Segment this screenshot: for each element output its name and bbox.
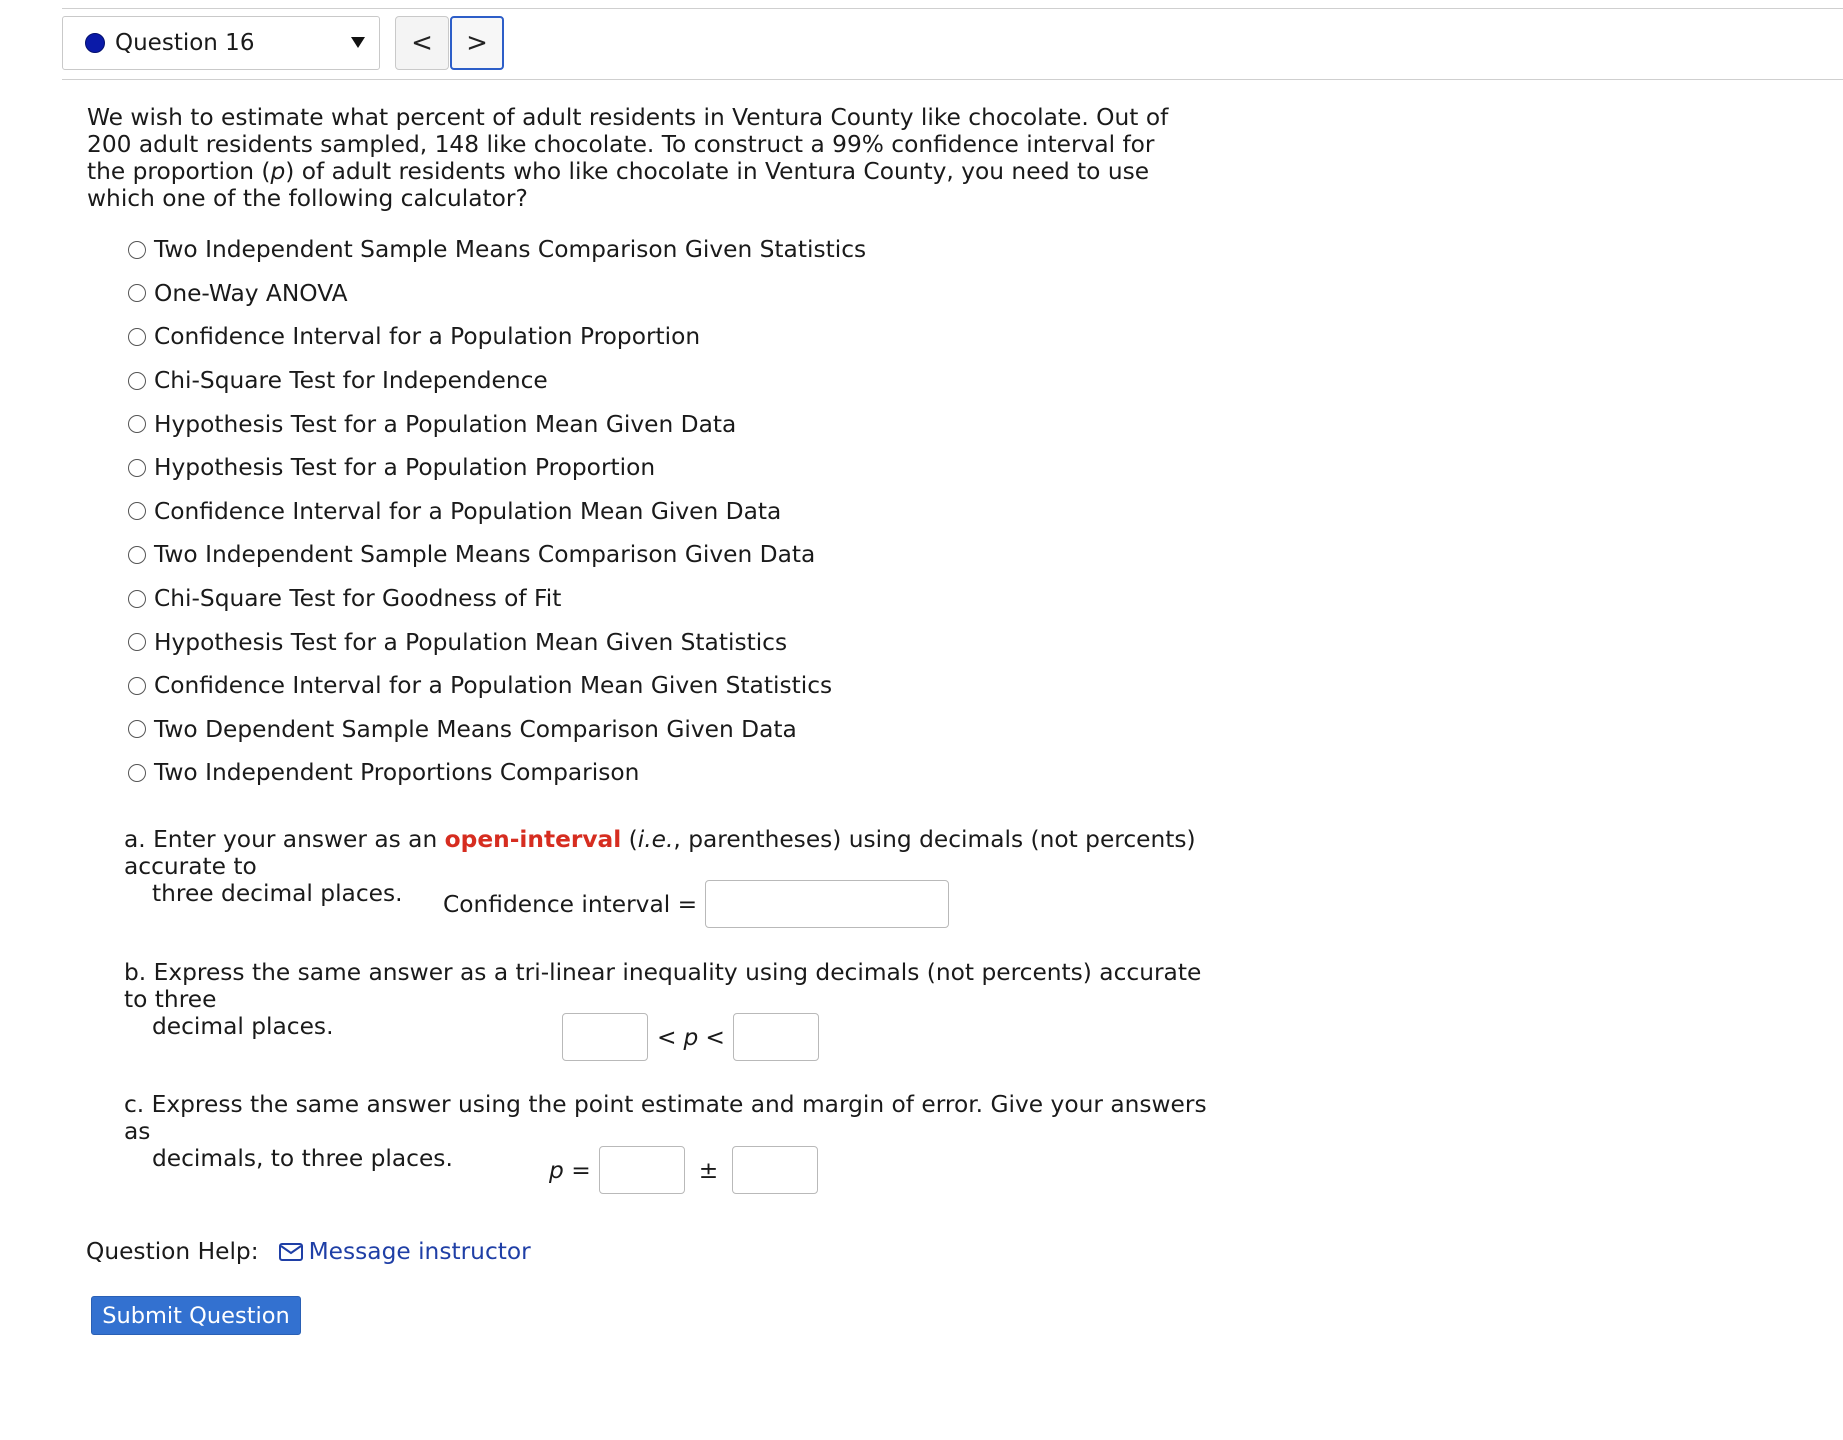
question-text bbox=[87, 104, 1187, 212]
caret-down-icon bbox=[351, 37, 365, 48]
top-divider bbox=[62, 8, 1843, 9]
point-estimate-label: p = bbox=[549, 1156, 591, 1184]
radio-button[interactable] bbox=[128, 459, 146, 477]
radio-button[interactable] bbox=[128, 633, 146, 651]
option-label: Confidence Interval for a Population Proportion bbox=[154, 323, 701, 351]
option-item[interactable] bbox=[128, 533, 1028, 577]
status-dot-icon bbox=[85, 33, 105, 53]
submit-question-button[interactable]: Submit Question bbox=[91, 1296, 301, 1335]
question-text-part-2: ) of adult residents who like chocolate in Ventura County, you need to use which one of the following calculator? bbox=[87, 158, 1150, 212]
radio-button[interactable] bbox=[128, 241, 146, 259]
option-label: Confidence Interval for a Population Mean Given Data bbox=[154, 497, 782, 525]
confidence-interval-label: Confidence interval = bbox=[443, 890, 698, 918]
radio-button[interactable] bbox=[128, 328, 146, 346]
ie-abbreviation: i.e. bbox=[637, 826, 674, 853]
part-c-line-1: c. Express the same answer using the point estimate and margin of error. Give your answers as bbox=[124, 1091, 1207, 1145]
radio-button[interactable] bbox=[128, 677, 146, 695]
radio-button[interactable] bbox=[128, 546, 146, 564]
option-item[interactable] bbox=[128, 620, 1028, 664]
option-label: Hypothesis Test for a Population Mean Given Statistics bbox=[154, 628, 788, 656]
option-label: Two Independent Sample Means Comparison Given Data bbox=[154, 541, 816, 569]
margin-of-error-input[interactable] bbox=[732, 1146, 818, 1194]
option-item[interactable] bbox=[128, 577, 1028, 621]
option-item[interactable] bbox=[128, 490, 1028, 534]
lower-bound-input[interactable] bbox=[562, 1013, 648, 1061]
radio-button[interactable] bbox=[128, 372, 146, 390]
option-item[interactable] bbox=[128, 664, 1028, 708]
chevron-left-icon: < bbox=[411, 28, 433, 58]
option-label: Hypothesis Test for a Population Mean Given Data bbox=[154, 410, 737, 438]
option-item[interactable] bbox=[128, 315, 1028, 359]
part-c-line-2: decimals, to three places. bbox=[152, 1145, 453, 1172]
option-label: Hypothesis Test for a Population Proportion bbox=[154, 454, 656, 482]
part-a-prefix: a. Enter your answer as an bbox=[124, 826, 445, 853]
calculator-options bbox=[128, 228, 1028, 795]
option-item[interactable] bbox=[128, 359, 1028, 403]
inequality-row bbox=[562, 1013, 819, 1061]
radio-button[interactable] bbox=[128, 590, 146, 608]
nav-divider bbox=[62, 79, 1843, 80]
option-item[interactable] bbox=[128, 446, 1028, 490]
part-a-line-1 bbox=[124, 826, 1224, 880]
previous-question-button[interactable] bbox=[395, 16, 449, 70]
option-item[interactable] bbox=[128, 402, 1028, 446]
radio-button[interactable] bbox=[128, 720, 146, 738]
option-label: Two Independent Proportions Comparison bbox=[154, 759, 640, 787]
plus-minus-symbol: ± bbox=[698, 1156, 719, 1184]
p-variable: p bbox=[683, 1023, 699, 1051]
option-label: One-Way ANOVA bbox=[154, 279, 348, 307]
option-label: Chi-Square Test for Goodness of Fit bbox=[154, 585, 562, 613]
point-estimate-input[interactable] bbox=[599, 1146, 685, 1194]
less-than-symbol: < bbox=[705, 1023, 725, 1051]
radio-button[interactable] bbox=[128, 284, 146, 302]
p-symbol: p bbox=[270, 158, 286, 185]
question-selector-label: Question 16 bbox=[115, 30, 255, 56]
part-a-middle-1: ( bbox=[621, 826, 638, 853]
next-question-button[interactable] bbox=[450, 16, 504, 70]
question-help-label: Question Help: bbox=[86, 1238, 259, 1265]
option-item[interactable] bbox=[128, 751, 1028, 795]
question-text-part-1: We wish to estimate what percent of adult residents in Ventura County like chocolate. Out of 200 adult residents sampled, 148 like chocolate. To construct a 99% confidence interval for the proportion ( bbox=[87, 104, 1169, 185]
part-a-line-2: three decimal places. bbox=[152, 880, 403, 907]
option-item[interactable] bbox=[128, 708, 1028, 752]
option-label: Two Independent Sample Means Comparison Given Statistics bbox=[154, 236, 867, 264]
option-label: Two Dependent Sample Means Comparison Given Data bbox=[154, 715, 797, 743]
option-label: Chi-Square Test for Independence bbox=[154, 367, 548, 395]
radio-button[interactable] bbox=[128, 415, 146, 433]
question-help bbox=[86, 1238, 531, 1265]
option-item[interactable] bbox=[128, 272, 1028, 316]
chevron-right-icon: > bbox=[466, 28, 488, 58]
upper-bound-input[interactable] bbox=[733, 1013, 819, 1061]
open-interval-highlight: open-interval bbox=[444, 826, 622, 853]
question-selector[interactable] bbox=[62, 16, 380, 70]
confidence-interval-input[interactable] bbox=[705, 880, 949, 928]
part-b-line-1: b. Express the same answer as a tri-linear inequality using decimals (not percents) accurate to three bbox=[124, 959, 1202, 1013]
radio-button[interactable] bbox=[128, 764, 146, 782]
point-estimate-row bbox=[549, 1146, 818, 1194]
radio-button[interactable] bbox=[128, 502, 146, 520]
part-a-middle-2: , parentheses) using decimals (not percents) accurate to bbox=[124, 826, 1196, 880]
option-label: Confidence Interval for a Population Mean Given Statistics bbox=[154, 672, 833, 700]
envelope-icon[interactable] bbox=[279, 1243, 303, 1261]
less-than-symbol: < bbox=[657, 1023, 677, 1051]
part-b-line-2: decimal places. bbox=[152, 1013, 334, 1040]
message-instructor-link[interactable]: Message instructor bbox=[308, 1238, 531, 1265]
option-item[interactable] bbox=[128, 228, 1028, 272]
confidence-interval-row bbox=[443, 880, 949, 928]
